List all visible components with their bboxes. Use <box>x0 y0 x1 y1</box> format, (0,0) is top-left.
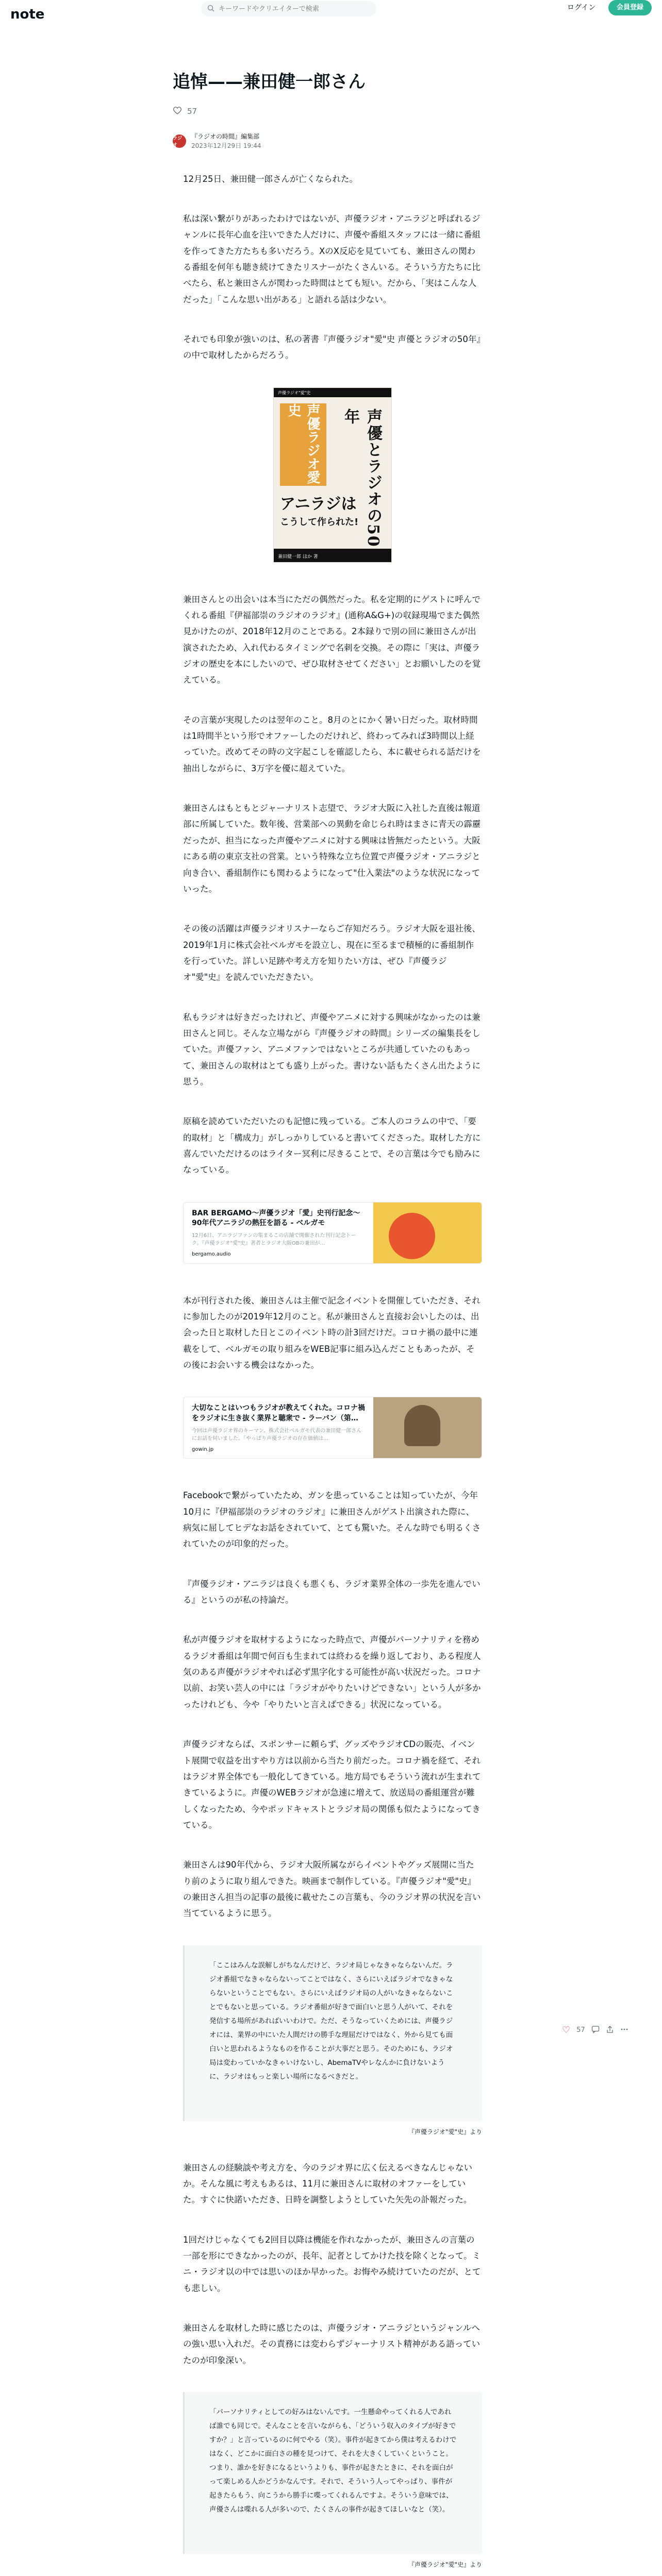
quote-text: 「パーソナリティとしての好みはないんです。一生懸命やってくれる人であれば誰でも同じで。そんなことを言いながらも、「どういう収入のタイプが好きですか？」と言っているのに何でやる（笑）。事件が起きてから僕は考えるわけではなく、どこかに面白さの種を見つけて、それを大きくしていくということ。つまり、誰かを好きになるというよりも、事件が起きたときに、それを面白がって楽しめる人かどうかなんです。それで、そういう人ってやっぱり、事件が起きたらもう、向こうから勝手に喋ってくれるんですよ。そういう意味では、声優さんは喋れる人が多いので、たくさんの事件が起きてほしいなと（笑）。 <box>209 2408 457 2514</box>
paragraph: 兼田さんはもともとジャーナリスト志望で、ラジオ大阪に入社した直後は報道部に所属していた。数年後、営業部への異動を命じられ時はまさに青天の霹靂だったが、担当になった声優やアニメに対する興味は皆無だったという。大阪にある萌の東京支社の営業。という特殊な立ち位置で声優ラジオ・アニラジと向き合い、番組制作にも関わるようになって"仕入業法"のような状況になっていった。 <box>183 803 481 894</box>
link-card[interactable] <box>183 1202 482 1264</box>
paragraph: 1回だけじゃなくても2回目以降は機能を作れなかったが、兼田さんの言葉の一部を形にできなかったのが、長年、記者としてかけた技を除くとなって。ミニ・ラジオ以の中では思いのほか早かった。お悔やみ続けていたのだが、とても悲しい。 <box>183 2234 481 2293</box>
link-card-title: 大切なことはいつもラジオが教えてくれた。コロナ禍をラジオに生き抜く業界と聴衆で - ラーバン（第… <box>192 1404 365 1422</box>
book-vertical-title: 声優とラジオの50年 <box>341 408 382 548</box>
paragraph: 私もラジオは好きだったけれど、声優やアニメに対する興味がなかったのは兼田さんと同じ。そんな立場ながら『声優ラジオの時間』シリーズの編集長をしていた。声優ファン、アニメファンではないところが共通していたのもあって、兼田さんの取材はとても盛り上がった。書けない話もたくさん出たように思う。 <box>183 1012 481 1087</box>
search-bar[interactable] <box>201 1 376 16</box>
paragraph: 『声優ラジオ・アニラジは良くも悪くも、ラジオ業界全体の一歩先を進んでいる』というのが私の持論だ。 <box>183 1579 481 1605</box>
paragraph: 原稿を読めていただいたのも記憶に残っている。ご本人のコラムの中で、「要的取材」と「構成力」がしっかりしていると書いてくださった。取材した方に喜んでいただけるのはライター冥利に尽きることで、その言葉は今でも励みになっている。 <box>183 1116 481 1175</box>
author-name[interactable]: 『ラジオの時間』編集部 <box>191 132 260 140</box>
paragraph: 12月25日、兼田健一郎さんが亡くなられた。 <box>183 174 358 184</box>
article <box>173 70 492 2576</box>
avatar[interactable]: ラジオ <box>173 134 186 148</box>
share-icon[interactable] <box>606 2025 614 2036</box>
likes-row <box>173 106 492 116</box>
floating-action-bar <box>562 2025 628 2036</box>
link-card-domain: gowin.jp <box>192 1446 214 1452</box>
logo-text: note <box>10 7 45 22</box>
comment-icon[interactable] <box>591 2025 600 2036</box>
blockquote <box>183 2392 482 2554</box>
paragraph: 私が声優ラジオを取材するようになった時点で、声優がパーソナリティを務めるラジオ番組は年間で何百も生まれては終わるを繰り返しており、ある程度人気のある声優がラジオやれば必ず黒字化する可能性が高い状況だった。コロナ以前、お笑い芸人の中には「ラジオがやりたいけどできない」という人が多かったけれども、今や「やりたいと言えばできる」状況になっている。 <box>183 1635 481 1709</box>
author-meta <box>191 132 261 150</box>
heart-icon[interactable]: ♡ <box>562 2025 571 2036</box>
paragraph: 私は深い繋がりがあったわけではないが、声優ラジオ・アニラジと呼ばれるジャンルに長年心血を注いできた人だけに、声優や番組スタッフには一緒に番組を作ってきた方たちも多いだろう。XのX反応を見ていても、兼田さんの関わる番組を何年も聴き続けてきたリスナーがたくさんいる。そういう方たちに比べたら、私と兼田さんが関わった時間はとても短い。だから、「実はこんな人だった」「こんな思い出がある」と語れる話は少ない。 <box>183 213 481 304</box>
book-cover-image[interactable] <box>273 387 392 563</box>
more-icon[interactable] <box>620 2025 628 2036</box>
link-card-domain: bergamo.audio <box>192 1251 231 1257</box>
link-card-description: 12月6日、アニラジファンの集まるこの店舗で開催された刊行記念トーク。『声優ラジオ"愛"史』著者とラジオ大阪OBの兼田が… <box>192 1232 356 1246</box>
link-card-text <box>184 1397 373 1458</box>
link-card-description: 今回は声優ラジオ界のキーマン、株式会社ベルガモ代表の兼田健一郎さんにお話を伺いました。「やっぱり声優ラジオの存在価値は… <box>192 1428 362 1442</box>
link-card-thumbnail <box>373 1397 482 1458</box>
quote-text: 「ここはみんな誤解しがちなんだけど、ラジオ局じゃなきゃならないんだ。ラジオ番組でなきゃならないってことではなく、さらにいえばラジオでなきゃならないということでもない。さらにいえばラジオ局の人がいなきゃならないことでもないと思っている。ラジオ番組が好きで面白いと思う人がいて、それを発信する場所があればいいわけで。ただ、そうなっていくためには、声優ラジオには、業界の中にいた人間だけの勝手な理屈だけではなく、外から見ても面白いと思われるようなものを作ることが大事だと思う。そのためにも、ラジオ局は変わっていかなきゃいけないし、AbemaTVやレなんかに負けないように、ラジオはもっと楽しい場所になるべきだと。 <box>209 1961 453 2081</box>
login-link[interactable]: ログイン <box>567 4 596 12</box>
link-card-title: BAR BERGAMO〜声優ラジオ「愛」史刊行記念〜90年代アニラジの熱狂を語る - ベルガモ <box>192 1209 360 1228</box>
book-big-title: アニラジは <box>280 495 357 513</box>
book-bottom-band: 兼田健一郎 ほか 著 <box>274 549 391 562</box>
link-card-thumbnail <box>373 1202 482 1263</box>
like-count: 57 <box>187 106 197 116</box>
publish-date: 2023年12月29日 19:44 <box>191 142 261 149</box>
heart-icon[interactable] <box>173 106 182 116</box>
paragraph: 兼田さんの経験談や考え方を、今のラジオ界に広く伝えるべきなんじゃないか。そんな風に考えもあるは、11月に兼田さんに取材のオファーをしていた。すぐに快諾いただき、日時を調整しようとしていた矢先の訃報だった。 <box>183 2162 472 2205</box>
quote-source: 『声優ラジオ"愛"史』より <box>408 2128 482 2136</box>
paragraph: その言葉が実現したのは翌年のこと。8月のとにかく暑い日だった。取材時間は1時間半という形でオファーしたのだけれど、終わってみれば3時間以上経っていた。改めてその時の文字起こしを確認したら、本に載せられる話だけを抽出しながらに、3万字を優に超えていた。 <box>183 715 481 773</box>
paragraph: それでも印象が強いのは、私の著書『声優ラジオ"愛"史 声優とラジオの50年』の中で取材したからだろう。 <box>183 334 481 361</box>
book-band-top: 声優ラジオ"愛"史 <box>274 388 391 397</box>
floating-like-count: 57 <box>576 2026 585 2034</box>
paragraph: Facebookで繋がっていたため、ガンを患っていることは知っていたが、今年10月に『伊福部崇のラジオのラジオ』に兼田さんがゲスト出演された際に、病気に屈してヒデなお話をされていて、とても驚いた。そんな時でも明るくされていたのが印象的だった。 <box>183 1490 481 1549</box>
book-cover-figure <box>173 387 492 563</box>
book-left-title: 声優ラジオ愛史 <box>280 403 326 486</box>
signup-button[interactable]: 会員登録 <box>608 0 652 15</box>
paragraph: その後の活躍は声優ラジオリスナーならご存知だろう。ラジオ大阪を退社後、2019年1月に株式会社ベルガモを設立し、現在に至るまで積極的に番組制作を行っていた。詳しい足跡や考え方を知りたい方は、ぜひ『声優ラジオ"愛"史』を読んでいただきたい。 <box>183 924 481 982</box>
paragraph: 声優ラジオならば、スポンサーに頼らず、グッズやラジオCDの販売、イベント展開で収益を出すやり方は以前から当たり前だった。コロナ禍を経て、それはラジオ界全体でも一般化してきている。地方局でもそういう流れが生まれてきているように。声優のWEBラジオが急速に増えて、放送局の番組運営が難しくなったため、今やポッドキャストとラジオ局の関係も似たようになってきている。 <box>183 1739 481 1830</box>
search-input[interactable] <box>219 5 363 13</box>
article-body <box>173 171 492 2576</box>
paragraph: 本が刊行された後、兼田さんは主催で記念イベントを開催していただき、それに参加したのが2019年12月のこと。私が兼田さんと直接お会いしたのは、出会った日と取材した日とこのイベント時の計3回だけだ。コロナ禍の最中に連載をして、ベルガモの取り組みをWEB記事に組み込んだこともあったが、その後にお会いする機会はなかった。 <box>183 1295 481 1370</box>
paragraph: 兼田さんは90年代から、ラジオ大阪所属ながらイベントやグッズ展開に当たり前のように取り組んできた。映画まで制作している。『声優ラジオ"愛"史』の兼田さん担当の記事の最後に載せたこの言葉も、今のラジオ界の状況を言い当てているように思う。 <box>183 1860 481 1919</box>
search-icon <box>207 4 214 14</box>
article-title: 追悼——兼田健一郎さん <box>173 72 366 92</box>
blockquote <box>183 1945 482 2121</box>
paragraph: 兼田さんを取材した時に感じたのは、声優ラジオ・アニラジというジャンルへの強い思い入れだ。その責務には変わらずジャーナリスト精神がある語っていたのが印象深い。 <box>183 2323 481 2365</box>
note-logo[interactable] <box>10 7 44 22</box>
book-big-subtitle: こうして作られた! <box>280 516 359 528</box>
link-card-text <box>184 1202 373 1263</box>
site-header <box>0 0 662 29</box>
paragraph: 兼田さんとの出会いは本当にただの偶然だった。私を定期的にゲストに呼んでくれる番組『伊福部崇のラジオのラジオ』(通称A&G+)の収録現場でまた偶然見かけたのが、2018年12月のことである。2本録りで別の回に兼田さんが出演されたため、入れ代わるタイミングで名刺を交換。その際に「実は、声優ラジオの歴史を本にしたいので、ぜひ取材させてください」とお願いしたのを覚えている。 <box>183 594 481 685</box>
link-card[interactable] <box>183 1397 482 1459</box>
author-row <box>173 132 492 150</box>
quote-source: 『声優ラジオ"愛"史』より <box>408 2561 482 2569</box>
